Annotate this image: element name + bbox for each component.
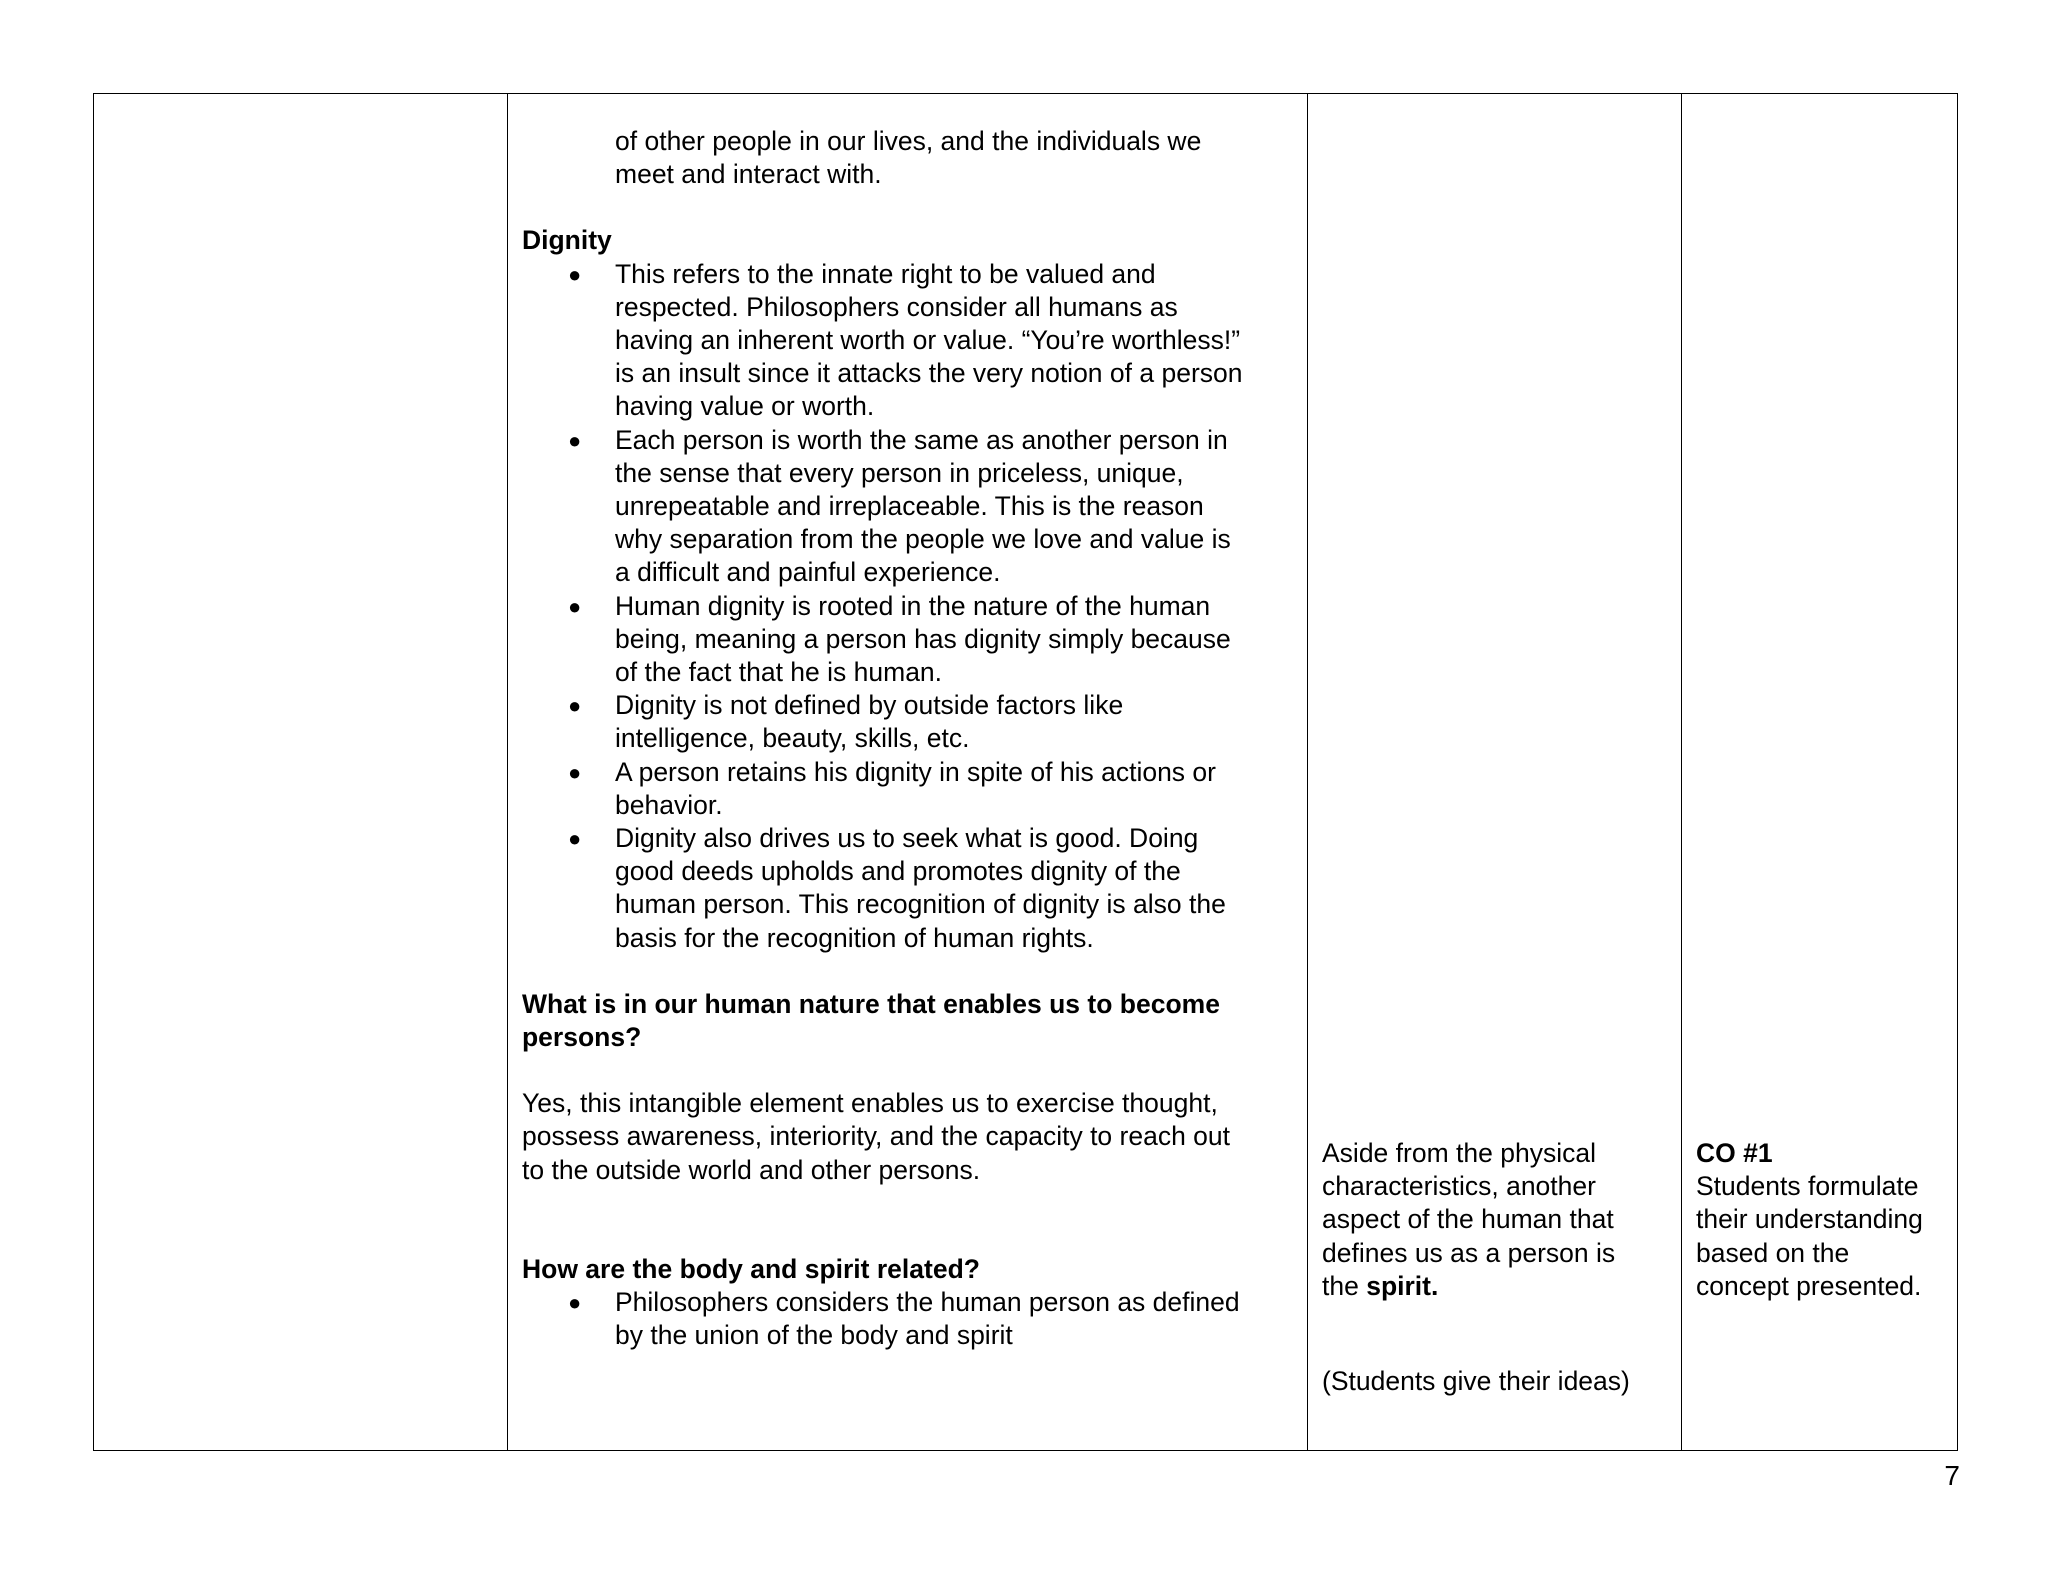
text-line: Aside from the physical bbox=[1322, 1138, 1596, 1168]
text-line: of other people in our lives, and the individuals we bbox=[615, 126, 1202, 156]
spirit-paragraph bbox=[1322, 1137, 1669, 1303]
text-line: a difficult and painful experience. bbox=[615, 557, 1001, 588]
empty-first-column-cell bbox=[94, 94, 507, 1450]
students-note: (Students give their ideas) bbox=[1322, 1366, 1630, 1397]
text-line: Each person is worth the same as another person in bbox=[615, 424, 1228, 455]
text-line: why separation from the people we love and value is bbox=[615, 524, 1231, 555]
lesson-table bbox=[93, 93, 1958, 1451]
page-number: 7 bbox=[1944, 1460, 1960, 1491]
text-line: Dignity also drives us to seek what is good. Doing bbox=[615, 823, 1199, 854]
text-line: meet and interact with. bbox=[615, 159, 882, 190]
text-line: is an insult since it attacks the very notion of a person bbox=[615, 358, 1243, 389]
bullet-item bbox=[522, 1286, 1293, 1352]
text-line: the sense that every person in priceless, unique, bbox=[615, 457, 1184, 488]
text-line: good deeds upholds and promotes dignity of the bbox=[615, 856, 1181, 887]
bullet-item bbox=[522, 689, 1293, 755]
activity-column-cell bbox=[1308, 94, 1681, 1450]
dignity-bullet-list bbox=[522, 258, 1293, 955]
question-heading-nature bbox=[522, 988, 1293, 1054]
bullet-item bbox=[522, 822, 1293, 955]
text-span: the bbox=[1322, 1270, 1367, 1301]
text-line: their understanding bbox=[1696, 1204, 1923, 1235]
text-line: persons? bbox=[522, 1022, 642, 1053]
text-line: unrepeatable and irreplaceable. This is the reason bbox=[615, 491, 1204, 522]
text-line: behavior. bbox=[615, 789, 723, 820]
text-line: to the outside world and other persons. bbox=[522, 1154, 981, 1185]
bullet-icon: ● bbox=[568, 427, 582, 453]
text-line: characteristics, another bbox=[1322, 1171, 1596, 1202]
bullet-icon: ● bbox=[568, 593, 582, 619]
bullet-item bbox=[522, 424, 1293, 590]
text-line: Philosophers considers the human person as defined bbox=[615, 1287, 1240, 1318]
text-line: Yes, this intangible element enables us to exercise thought, bbox=[522, 1088, 1218, 1119]
text-line: defines us as a person is bbox=[1322, 1237, 1616, 1268]
bullet-item bbox=[522, 756, 1293, 822]
text-line: Human dignity is rooted in the nature of the human bbox=[615, 590, 1211, 621]
text-line: What is in our human nature that enables us to become bbox=[522, 988, 1220, 1019]
text-line: human person. This recognition of dignity is also the bbox=[615, 889, 1226, 920]
bullet-icon: ● bbox=[568, 759, 582, 785]
outcome-column-cell bbox=[1682, 94, 1959, 1450]
text-line: having an inherent worth or value. “You’re worthless!” bbox=[615, 325, 1241, 356]
text-line: respected. Philosophers consider all humans as bbox=[615, 291, 1178, 322]
bullet-icon: ● bbox=[568, 261, 582, 287]
text-line: aspect of the human that bbox=[1322, 1204, 1614, 1235]
intro-paragraph bbox=[522, 125, 1293, 191]
text-line: concept presented. bbox=[1696, 1270, 1922, 1301]
bullet-item bbox=[522, 590, 1293, 690]
text-line: having value or worth. bbox=[615, 391, 875, 422]
text-line: being, meaning a person has dignity simply because bbox=[615, 623, 1231, 654]
text-line: possess awareness, interiority, and the capacity to reach out bbox=[522, 1121, 1231, 1152]
text-line bbox=[1322, 1270, 1669, 1303]
text-line: of the fact that he is human. bbox=[615, 657, 943, 688]
dignity-heading: Dignity bbox=[522, 225, 612, 256]
text-line: by the union of the body and spirit bbox=[615, 1320, 1013, 1351]
text-line: based on the bbox=[1696, 1237, 1850, 1268]
text-line: Students formulate bbox=[1696, 1171, 1919, 1202]
text-line: This refers to the innate right to be valued and bbox=[615, 258, 1156, 289]
content-column-cell bbox=[508, 94, 1307, 1450]
bullet-icon: ● bbox=[568, 1290, 582, 1316]
bullet-item bbox=[522, 258, 1293, 424]
bullet-icon: ● bbox=[568, 826, 582, 852]
body-spirit-bullet-list bbox=[522, 1286, 1293, 1352]
text-line: intelligence, beauty, skills, etc. bbox=[615, 723, 970, 754]
answer-paragraph bbox=[522, 1087, 1293, 1187]
text-line: A person retains his dignity in spite of his actions or bbox=[615, 756, 1216, 787]
bullet-icon: ● bbox=[568, 693, 582, 719]
text-line: basis for the recognition of human rights. bbox=[615, 922, 1094, 953]
question-heading-body-spirit: How are the body and spirit related? bbox=[522, 1253, 980, 1284]
spirit-term: spirit. bbox=[1366, 1270, 1439, 1301]
co-label: CO #1 bbox=[1696, 1138, 1773, 1168]
text-line: Dignity is not defined by outside factors like bbox=[615, 690, 1124, 721]
